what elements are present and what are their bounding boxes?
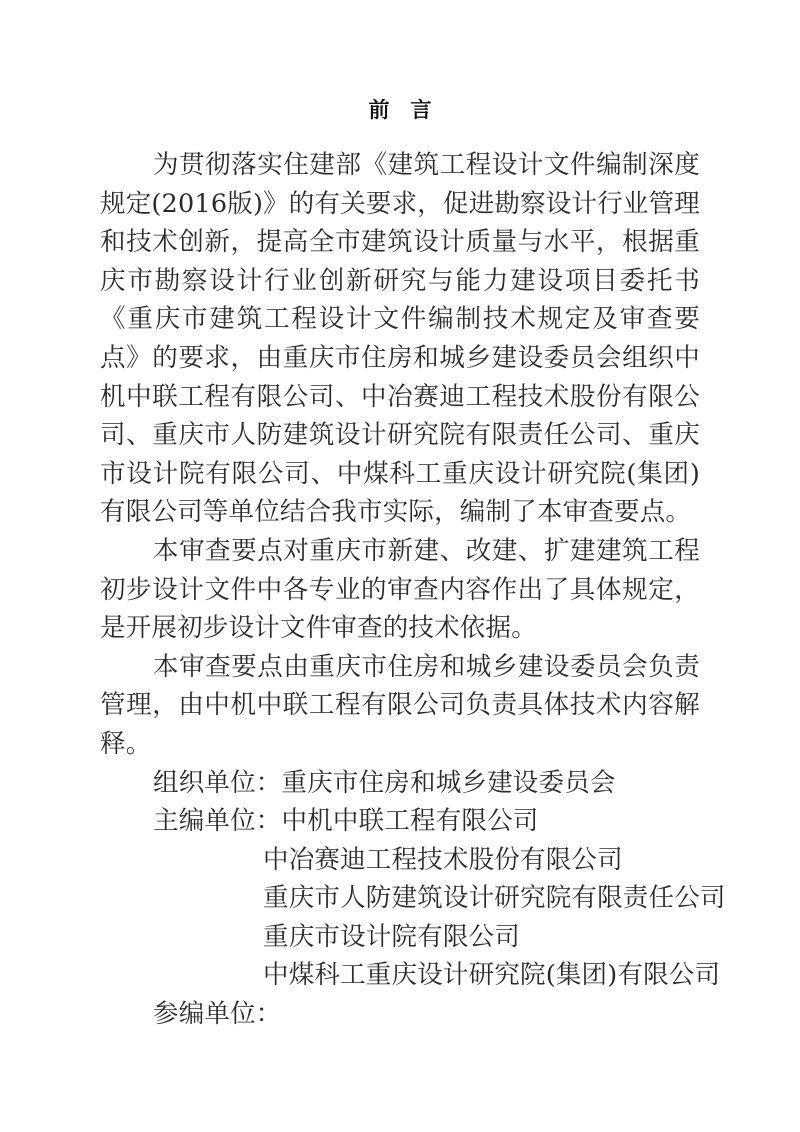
page-title: 前 言 bbox=[368, 98, 432, 122]
chief-editor-unit-line: 主编单位：中机中联工程有限公司 bbox=[153, 806, 539, 837]
participating-unit-line: 参编单位： bbox=[153, 999, 282, 1030]
paragraph-administration: 本审查要点由重庆市住房和城乡建设委员会负责管理，由中机中联工程有限公司负责具体技术内容解释。 bbox=[100, 651, 700, 759]
chief-editor-member-line: 重庆市人防建筑设计研究院有限责任公司 bbox=[263, 883, 726, 914]
document-body bbox=[100, 146, 726, 1034]
chief-editor-member-line: 中冶赛迪工程技术股份有限公司 bbox=[263, 844, 623, 875]
chief-editor-member-line: 重庆市设计院有限公司 bbox=[263, 921, 521, 952]
paragraph-purpose: 为贯彻落实住建部《建筑工程设计文件编制深度规定(2016版)》的有关要求，促进勘察设计行业管理和技术创新，提高全市建筑设计质量与水平，根据重庆市勘察设计行业创新研究与能力建设项目委托书《重庆市建筑工程设计文件编制技术规定及审查要点》的要求，由重庆市住房和城乡建设委员会组织中机中联工程有限公司、中冶赛迪工程技术股份有限公司、重庆市人防建筑设计研究院有限责任公司、重庆市设计院有限公司、中煤科工重庆设计研究院(集团)有限公司等单位结合我市实际，编制了本审查要点。 bbox=[100, 150, 700, 528]
organizing-unit-line: 组织单位：重庆市住房和城乡建设委员会 bbox=[153, 767, 616, 798]
paragraph-scope: 本审查要点对重庆市新建、改建、扩建建筑工程初步设计文件中各专业的审查内容作出了具体规定，是开展初步设计文件审查的技术依据。 bbox=[100, 535, 700, 644]
chief-editor-member-line: 中煤科工重庆设计研究院(集团)有限公司 bbox=[263, 960, 721, 991]
